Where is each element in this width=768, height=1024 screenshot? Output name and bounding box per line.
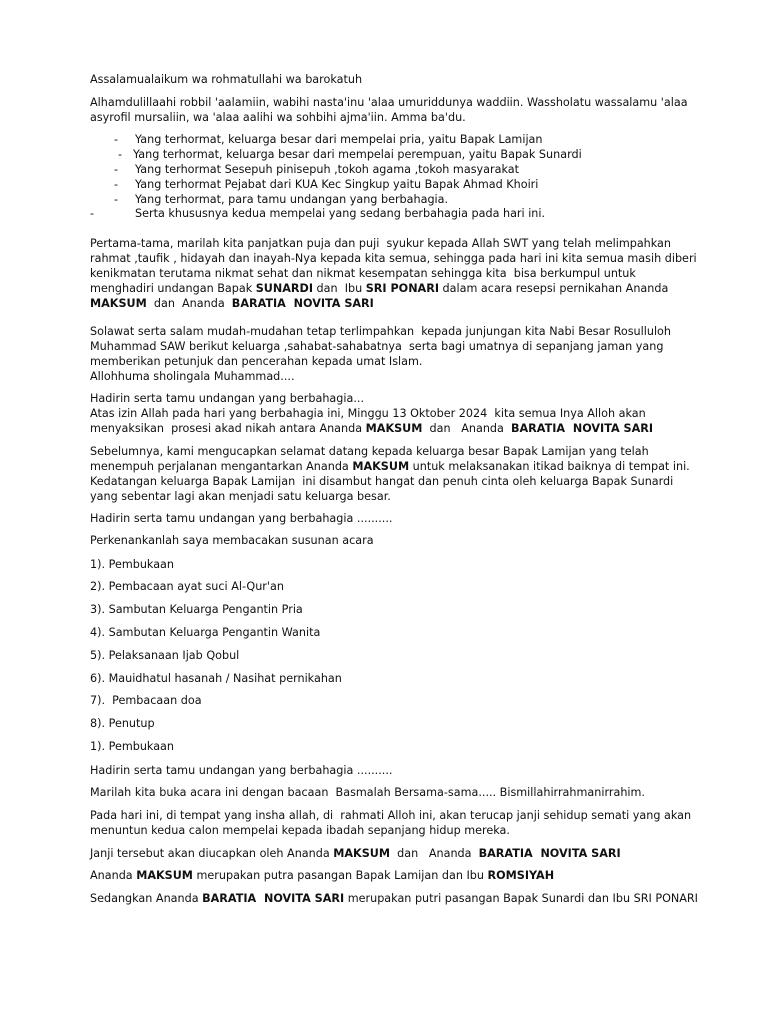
agenda-item: 3). Sambutan Keluarga Pengantin Pria: [90, 603, 303, 616]
sedangkan-line: [90, 891, 730, 906]
opening-paragraph: Alhamdulillaahi robbil 'aalamiin, wabihi nasta'inu 'alaa umuriddunya waddiin. Wassholatu wassalamu 'alaa asyrofil mursaliin, wa 'alaa aalihi wa sohbihi ajma'iin. Amma ba'du.: [90, 96, 692, 124]
marilah-line: Marilah kita buka acara ini dengan bacaan Basmalah Bersama-sama..... Bismillahirrahmanirrahim.: [90, 786, 645, 799]
text-run: dan Ananda: [390, 847, 479, 860]
list-item: Yang terhormat, keluarga besar dari mempelai perempuan, yaitu Bapak Sunardi: [133, 148, 582, 161]
text-run: Janji tersebut akan diucapkan oleh Ananda: [90, 847, 334, 860]
list-item: Yang terhormat, para tamu undangan yang berbahagia.: [135, 193, 449, 206]
bold-name: ROMSIYAH: [487, 869, 555, 882]
agenda-item: 6). Mauidhatul hasanah / Nasihat pernikahan: [90, 672, 342, 685]
text-run: dan Ananda: [146, 297, 232, 310]
list-dash: -: [90, 207, 95, 220]
hadirin-line: Hadirin serta tamu undangan yang berbahagia...: [90, 392, 365, 405]
ananda-maksum-line: [90, 868, 700, 883]
text-run: untuk melaksanakan itikad baiknya di tempat ini. Kedatangan keluarga Bapak Lamijan ini disambut hangat dan penuh cinta oleh keluarga Bapak Sunardi yang sebentar lagi akan menjadi satu keluarga besar.: [90, 460, 694, 503]
text-run: Sebelumnya, kami mengucapkan selamat datang kepada keluarga besar Bapak Lamijan yang telah menempuh perjalanan mengantarkan Ananda: [90, 445, 653, 473]
bold-name: MAKSUM: [333, 847, 391, 860]
text-run: dalam acara resepsi pernikahan Ananda: [439, 282, 672, 295]
paragraph-atas-izin: [90, 406, 700, 436]
allohhuma-line: Allohhuma sholingala Muhammad....: [90, 370, 295, 383]
bold-name: BARATIA NOVITA SARI: [478, 847, 621, 860]
list-dash: -: [114, 193, 119, 206]
agenda-item: 2). Pembacaan ayat suci Al-Qur'an: [90, 580, 284, 593]
list-item: Yang terhormat, keluarga besar dari mempelai pria, yaitu Bapak Lamijan: [135, 133, 543, 146]
paragraph-sebelumnya: [90, 444, 700, 504]
paragraph-solawat: Solawat serta salam mudah-mudahan tetap terlimpahkan kepada junjungan kita Nabi Besar Rosulluloh Muhammad SAW berikut keluarga ,sahabat-sahabatnya serta bagi umatnya di sepanjang jaman yang memberikan petunjuk dan pencerahan kepada umat Islam.: [90, 325, 675, 368]
list-dash: -: [118, 148, 123, 161]
bold-name: SRI PONARI: [365, 282, 439, 295]
bold-name: BARATIA NOVITA SARI: [231, 297, 374, 310]
hadirin-line: Hadirin serta tamu undangan yang berbahagia ..........: [90, 512, 393, 525]
bold-name: MAKSUM: [90, 297, 147, 310]
perkenankanlah-line: Perkenankanlah saya membacakan susunan acara: [90, 534, 374, 547]
list-dash: -: [114, 163, 119, 176]
paragraph-pada-hari: Pada hari ini, di tempat yang insha allah, di rahmati Alloh ini, akan terucap janji sehidup semati yang akan menuntun kedua calon mempelai kepada ibadah sepanjang hidup mereka.: [90, 809, 695, 837]
text-run: dan Ananda: [422, 422, 511, 435]
list-dash: -: [114, 133, 119, 146]
agenda-item: 4). Sambutan Keluarga Pengantin Wanita: [90, 626, 321, 639]
text-run: Sedangkan Ananda: [90, 892, 203, 905]
list-item: Yang terhormat Sesepuh pinisepuh ,tokoh agama ,tokoh masyarakat: [135, 163, 519, 176]
hadirin-line: Hadirin serta tamu undangan yang berbahagia ..........: [90, 764, 393, 777]
text-run: merupakan putra pasangan Bapak Lamijan dan Ibu: [192, 869, 488, 882]
text-run: Ananda: [90, 869, 137, 882]
list-item: Yang terhormat Pejabat dari KUA Kec Singkup yaitu Bapak Ahmad Khoiri: [135, 178, 539, 191]
bold-name: MAKSUM: [352, 460, 410, 473]
text-run: Pertama-tama, marilah kita panjatkan puja dan puji syukur kepada Allah SWT yang telah melimpahkan rahmat ,taufik , hidayah dan inayah-Nya kepada kita semua, sehingga pada hari ini kita semua masih diberi kenikmatan terutama nikmat sehat dan nikmat kesempatan sehingga kita bisa berkumpul untuk menghadiri undangan Bapak: [90, 237, 701, 295]
paragraph-pertama: [90, 236, 700, 311]
bold-name: MAKSUM: [365, 422, 423, 435]
list-dash: -: [114, 178, 119, 191]
text-run: merupakan putri pasangan Bapak Sunardi dan Ibu SRI PONARI: [344, 892, 698, 905]
section-heading: 1). Pembukaan: [90, 740, 174, 753]
text-run: Atas izin Allah pada hari yang berbahagia ini, Minggu 13 Oktober 2024 kita semua Inya Alloh akan menyaksikan prosesi akad nikah antara Ananda: [90, 407, 650, 435]
greeting: Assalamualaikum wa rohmatullahi wa barokatuh: [90, 73, 363, 86]
bold-name: MAKSUM: [136, 869, 193, 882]
agenda-item: 5). Pelaksanaan Ijab Qobul: [90, 649, 240, 662]
bold-name: BARATIA NOVITA SARI: [202, 892, 345, 905]
agenda-item: 8). Penutup: [90, 717, 155, 730]
janji-line: [90, 846, 700, 861]
bold-name: BARATIA NOVITA SARI: [511, 422, 654, 435]
bold-name: SUNARDI: [255, 282, 313, 295]
list-item: Serta khususnya kedua mempelai yang sedang berbahagia pada hari ini.: [135, 207, 546, 220]
agenda-item: 1). Pembukaan: [90, 558, 174, 571]
text-run: dan Ibu: [312, 282, 366, 295]
agenda-item: 7). Pembacaan doa: [90, 694, 202, 707]
